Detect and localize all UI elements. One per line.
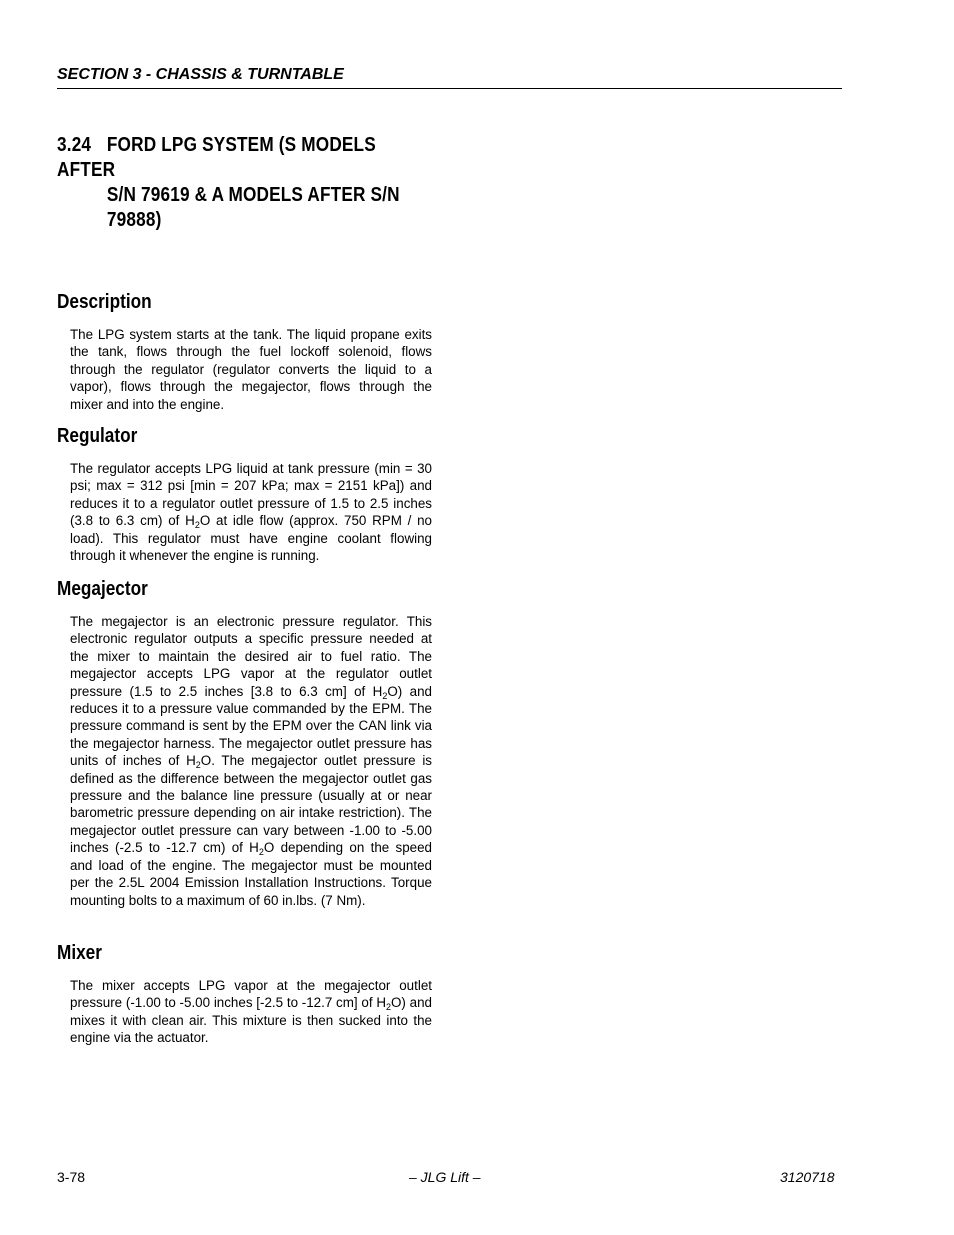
regulator-paragraph: The regulator accepts LPG liquid at tank pressure (min = 30 psi; max = 312 psi [min = 207 kPa; max = 2151 kPa]) and reduces it to a regulator outlet pressure of 1.5 to 2.5 inches (3.8 to 6.3 cm) of $H_2O$ at idle flow (approx. 750 RPM / no load). This regulator must have engine coolant flowing through it whenever the engine is running.	[70, 461, 432, 564]
document-number: 3120718	[780, 1169, 835, 1185]
section-title	[57, 133, 401, 233]
megajector-paragraph: The megajector is an electronic pressure regulator. This electronic regulator outputs a specific pressure needed at the mixer to maintain the desired air to fuel ratio. The megajector accepts LPG vapor at the regulator outlet pressure (1.5 to 2.5 inches [3.8 to 6.3 cm] of $H_2O$) and reduces it to a pressure value commanded by the EPM. The pressure command is sent by the EPM over the CAN link via the megajector harness. The megajector outlet pressure has units of inches of $H_2O$. The megajector outlet pressure is defined as the difference between the megajector outlet gas pressure and the balance line pressure (usually at or near barometric pressure depending on air intake restriction). The megajector outlet pressure can vary between -1.00 to -5.00 inches (-2.5 to -12.7 cm) of $H_2O$ depending on the speed and load of the engine. The megajector must be mounted per the 2.5L 2004 Emission Installation Instructions. Torque mounting bolts to a maximum of 60 in.lbs. (7 Nm).	[70, 614, 432, 908]
section-title-line-3: 79888)	[106, 209, 162, 231]
page-header	[57, 66, 842, 89]
megajector-heading: Megajector	[57, 578, 148, 600]
footer-brand: – JLG Lift –	[409, 1169, 481, 1185]
section-title-line-2: S/N 79619 & A MODELS AFTER S/N	[106, 184, 400, 206]
section-header-title: SECTION 3 - CHASSIS & TURNTABLE	[57, 66, 344, 83]
mixer-heading: Mixer	[57, 942, 102, 964]
section-title-line-1: FORD LPG SYSTEM (S MODELS AFTER	[57, 134, 376, 181]
page-number: 3-78	[57, 1169, 86, 1185]
description-heading: Description	[57, 291, 152, 313]
section-number: 3.24	[57, 134, 92, 156]
mixer-paragraph: The mixer accepts LPG vapor at the megajector outlet pressure (-1.00 to -5.00 inches [-2.5 to -12.7 cm] of $H_2O$) and mixes it with clean air. This mixture is then sucked into the engine via the actuator.	[70, 978, 432, 1046]
description-paragraph: The LPG system starts at the tank. The liquid propane exits the tank, flows through the fuel lockoff solenoid, flows through the regulator (regulator converts the liquid to a vapor), flows through the megajector, flows through the mixer and into the engine.	[70, 327, 432, 412]
regulator-heading: Regulator	[57, 425, 138, 447]
